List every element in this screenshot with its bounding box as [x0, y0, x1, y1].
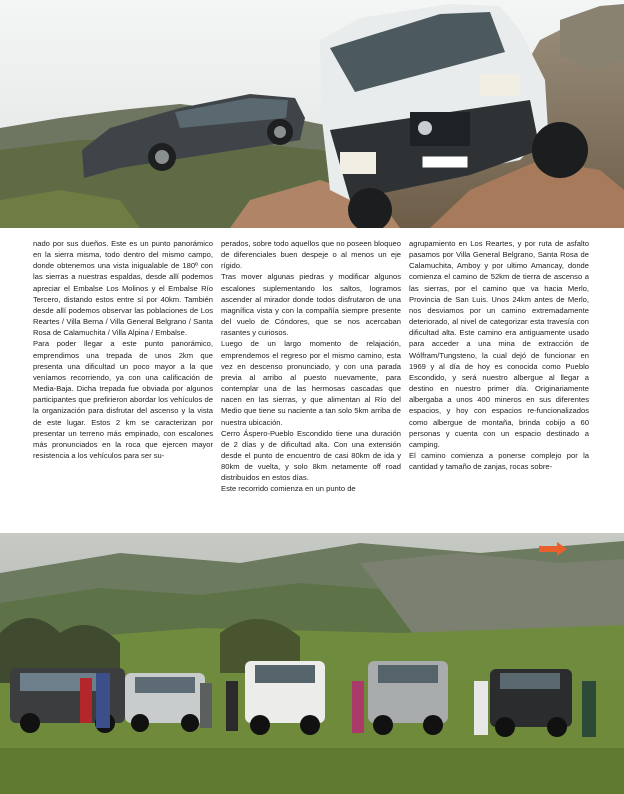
paragraph: Cerro Áspero-Pueblo Escondido tiene una duración de 2 días y de dificultad alta. Con una extensión desde el punto de encuentro de casi 80km de ida y 80km de vuelta, y solo 8km netamente off road distribuidos en estos días.	[221, 428, 401, 483]
paragraph: Para poder llegar a este punto panorámico, emprendimos una trepada de unos 2km que presenta una dificultad un poco mayor a la que veníamos recorriendo, ya con una calificación de Media-Baja. Dicha trepada fue obviada por algunos participantes que prefirieron abordar los vehículos de la organización para disfrutar del ascenso y la vista de este lugar. Estos 2 km se caracterizan por presentar un terreno más empinado, con escalones más pronunciados en la roca que ejercen mayor resistencia a los vehículos para ser su-	[33, 339, 213, 460]
paragraph: Este recorrido comienza en un punto de	[221, 484, 356, 494]
bottom-photo-group-with-vehicles	[0, 533, 624, 794]
article-column-2	[221, 238, 401, 522]
paragraph: Luego de un largo momento de relajación, emprendemos el regreso por el mismo camino, esta vez en descenso pronunciado, y con una parada previa al arribo al puesto nuevamente, para contemplar una de las hermosas cascadas que nacen en las sierras, y que alimentan al Río del Medio que tiene su naciente a tan solo 5km arriba de nuestra ubicación.	[221, 339, 401, 427]
paragraph: El camino comienza a ponerse complejo por la cantidad y tamaño de zanjas, rocas sobre-	[409, 450, 589, 472]
article-column-1	[33, 238, 213, 522]
top-photo-offroad-trucks	[0, 0, 624, 228]
article-body	[33, 238, 589, 522]
paragraph: perados, sobre todo aquellos que no poseen bloqueo de diferenciales buen despeje o al menos un eje rígido.	[221, 239, 401, 271]
paragraph: Tras mover algunas piedras y modificar algunos escalones suplementando los saltos, logramos ascender al mirador donde todos disfrutaron de una magnífica vista y con la compañía siempre presente del vuelo de Cóndores, que se nos acercaban rasantes y curiosos.	[221, 272, 401, 338]
arrow-right-icon	[539, 542, 567, 556]
article-column-3	[409, 238, 589, 522]
paragraph: nado por sus dueños. Este es un punto panorámico en la sierra misma, todo dentro del mismo campo, donde obtenemos una vista inigualable de 180º con las sierras a nuestras espaldas, desde allí podemos apreciar el Embalse Los Molinos y el Embalse Río Tercero, distando estos entre sí por 40km. También desde allí podemos observar las poblaciones de Los Reartes / Villa Berna / Villa General Belgrano / Santa Rosa de Calamuchita / Villa Alpina / Embalse.	[33, 239, 213, 338]
paragraph: agrupamiento en Los Reartes, y por ruta de asfalto pasamos por Villa General Belgrano, Santa Rosa de Calamuchita, Amboy y por ultimo Amancay, donde comienza el camino de 52km de tierra de ascenso a las sierras, por el camino que va hacia Merlo, Provincia de San Luis. Unos 24km antes de Merlo, nos desviamos por un camino extremadamente deteriorado, al nivel de categorizar esta travesía con dificultad alta. Este camino era antiguamente usado para acceder a una mina de extracción de Wólfram/Tungsteno, la cual dejó de funcionar en 1969 y al día de hoy es conocida como Pueblo Escondido, y será nuestro albergue al llegar a destino en nuestro primer día. Originariamente albergaba a unos 400 mineros en sus diferentes espacios, y hoy con espacios re-funcionalizados como albergue de montaña, brinda cobijo a 60 personas y cuenta con un espacio destinado a camping.	[409, 239, 589, 449]
